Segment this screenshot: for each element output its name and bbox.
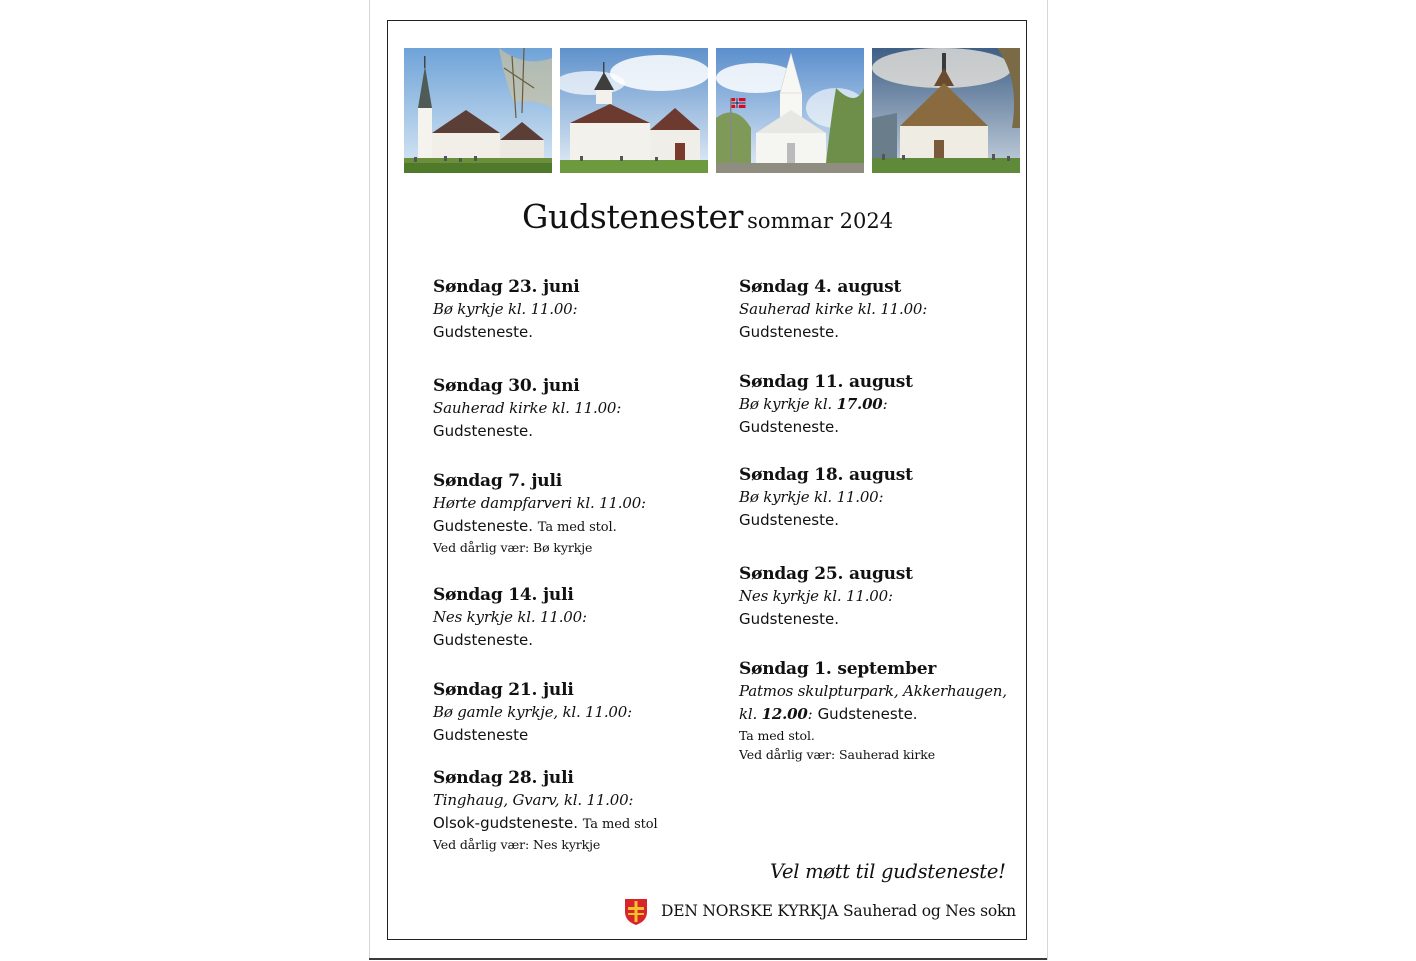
entry-service: Gudsteneste.: [433, 631, 534, 649]
entry-day: Søndag 21. juli: [433, 680, 574, 700]
entry-place-prefix: kl.: [739, 705, 762, 723]
schedule-entry: [739, 371, 1029, 439]
entry-place-suffix: :: [807, 705, 813, 723]
entry-day: Søndag 14. juli: [433, 585, 574, 605]
entry-weather-note: Ved dårlig vær: Sauherad kirke: [739, 747, 936, 762]
schedule-entry: [433, 375, 723, 443]
entry-place-line1: Patmos skulpturpark, Akkerhaugen,: [739, 682, 1007, 700]
church-photo-2: [560, 48, 708, 173]
page-edge: [369, 958, 1047, 960]
entry-place: Tinghaug, Gvarv, kl. 11.00:: [433, 791, 634, 809]
entry-service: Gudsteneste.: [433, 422, 534, 440]
entry-service-note: Ta med stol.: [739, 728, 815, 743]
entry-day: Søndag 30. juni: [433, 376, 580, 396]
title-sub: sommar 2024: [747, 209, 894, 233]
page-title: [522, 197, 893, 236]
schedule-entry: [433, 584, 723, 652]
entry-day: Søndag 25. august: [739, 564, 913, 584]
entry-service: Gudsteneste.: [739, 418, 840, 436]
entry-day: Søndag 11. august: [739, 372, 913, 392]
organization-name: DEN NORSKE KYRKJA Sauherad og Nes sokn: [661, 902, 1016, 920]
schedule-entry: [739, 276, 1029, 344]
closing-greeting: Vel møtt til gudsteneste!: [770, 860, 1006, 883]
church-photo-4: [872, 48, 1020, 173]
schedule-entry: [739, 563, 1029, 631]
entry-service: Gudsteneste.: [817, 705, 918, 723]
schedule-entry: [739, 658, 1019, 764]
entry-place: Nes kyrkje kl. 11.00:: [433, 608, 587, 626]
entry-place: Bø kyrkje kl. 11.00:: [739, 488, 884, 506]
entry-place-line2: [739, 703, 1019, 726]
entry-service: Gudsteneste.: [739, 323, 840, 341]
entry-place: Sauherad kirke kl. 11.00:: [433, 399, 622, 417]
entry-place-time: 17.00: [836, 395, 883, 413]
schedule-entry: [433, 679, 723, 747]
schedule-entry: [433, 470, 723, 557]
entry-place: Bø kyrkje kl. 11.00:: [433, 300, 578, 318]
entry-service-text: Gudsteneste.: [433, 517, 534, 535]
schedule-entry: [433, 276, 723, 344]
entry-place-suffix: :: [882, 395, 888, 413]
entry-place-prefix: Bø kyrkje kl.: [739, 395, 837, 413]
entry-place: Nes kyrkje kl. 11.00:: [739, 587, 893, 605]
church-photo-3: [716, 48, 864, 173]
entry-day: Søndag 23. juni: [433, 277, 580, 297]
entry-service: [433, 812, 723, 835]
entry-place: Bø gamle kyrkje, kl. 11.00:: [433, 703, 632, 721]
entry-day: Søndag 7. juli: [433, 471, 562, 491]
entry-service: Gudsteneste.: [739, 511, 840, 529]
entry-day: Søndag 4. august: [739, 277, 902, 297]
schedule-entry: [433, 767, 723, 854]
church-photo-1: [404, 48, 552, 173]
entry-place: Hørte dampfarveri kl. 11.00:: [433, 494, 646, 512]
church-cross-shield-icon: [624, 898, 648, 926]
entry-service-note: Ta med stol: [582, 817, 658, 832]
entry-service: Gudsteneste: [433, 726, 529, 744]
entry-service: Gudsteneste.: [739, 610, 840, 628]
entry-place: [739, 393, 1029, 416]
entry-day: Søndag 28. juli: [433, 768, 574, 788]
entry-service-note: Ta med stol.: [537, 520, 617, 535]
entry-service: [433, 515, 723, 538]
entry-service: Gudsteneste.: [433, 323, 534, 341]
entry-place: Sauherad kirke kl. 11.00:: [739, 300, 928, 318]
entry-day: Søndag 1. september: [739, 659, 937, 679]
schedule-entry: [739, 464, 1029, 532]
title-main: Gudstenester: [522, 197, 744, 236]
entry-weather-note: Ved dårlig vær: Nes kyrkje: [433, 837, 601, 852]
entry-service-text: Olsok-gudsteneste.: [433, 814, 578, 832]
entry-weather-note: Ved dårlig vær: Bø kyrkje: [433, 540, 593, 555]
entry-day: Søndag 18. august: [739, 465, 913, 485]
entry-place-time: 12.00: [761, 705, 808, 723]
